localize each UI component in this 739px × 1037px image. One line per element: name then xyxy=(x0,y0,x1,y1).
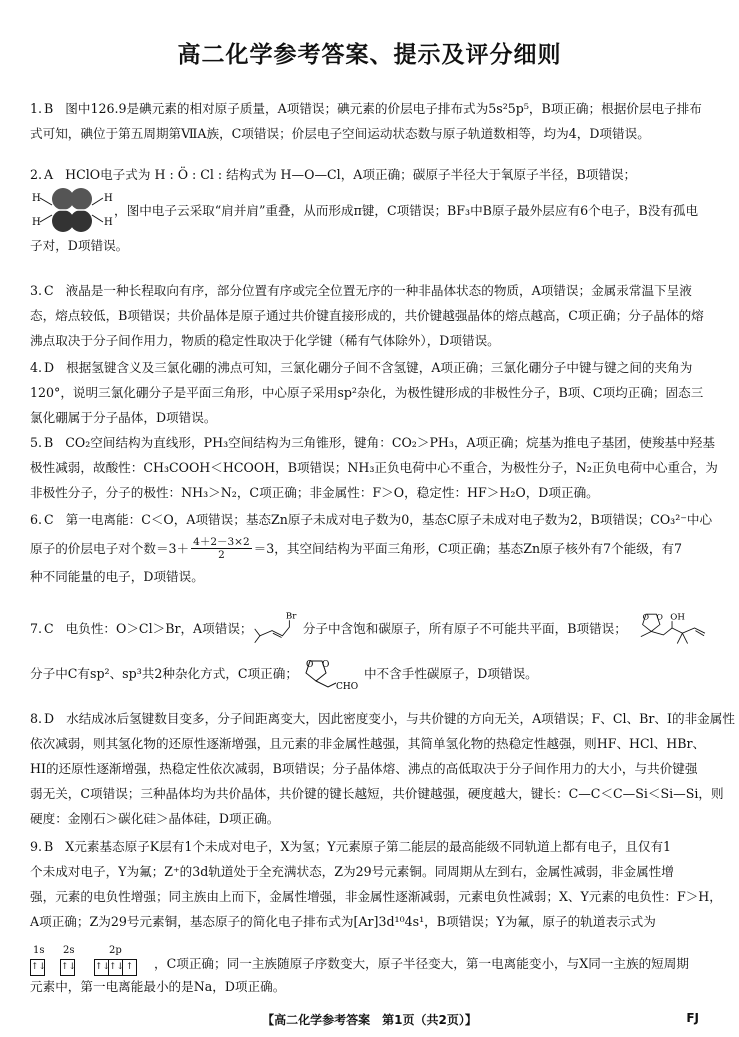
item-text: 式可知，碘位于第五周期第ⅦA族，C项错误；价层电子空间运动状态数与原子轨道数相等，均为4，D项错误。 xyxy=(30,126,650,141)
item-text: 液晶是一种长程取向有序，部分位置有序或完全位置无序的一种非晶体状态的物质，A项错误；金属汞常温下呈液 xyxy=(65,283,692,298)
item-answer: A xyxy=(44,167,54,182)
item-text: CO₂空间结构为直线形，PH₃空间结构为三角锥形，键角：CO₂＞PH₃，A项正确；烷基为推电子基团，使羧基中羟基 xyxy=(65,435,715,450)
pi-bond-orbital-diagram xyxy=(30,187,114,233)
item-answer: C xyxy=(44,283,54,298)
item-text: 电负性：O＞Cl＞Br，A项错误； xyxy=(65,620,253,636)
answer-item-9 xyxy=(30,834,722,999)
item-text: 强，元素的电负性增强；同主族由上而下，金属性增强，非金属性逐渐减弱，元素电负性减弱；X、Y元素的电负性：F＞H， xyxy=(30,889,722,904)
item-number: 1. xyxy=(30,101,43,116)
item-text: 极性减弱，故酸性：CH₃COOH＜HCOOH，B项错误；NH₃正负电荷中心不重合，为极性分子，N₂正负电荷中心重合，为 xyxy=(30,460,718,475)
h-label: H xyxy=(32,217,41,228)
item-answer: D xyxy=(44,360,55,375)
answer-item-7 xyxy=(30,606,710,696)
item-text: 第一电离能：C＜O，A项错误；基态Zn原子未成对电子数为0，基态C原子未成对电子数为2，B项错误；CO₃²⁻中心 xyxy=(65,512,713,527)
item-number: 7. xyxy=(30,620,43,636)
cho-label: CHO xyxy=(335,682,359,692)
item-text: 子对，D项错误。 xyxy=(30,238,129,253)
fraction xyxy=(191,536,252,561)
item-text: 图中126.9是碘元素的相对原子质量，A项错误；碘元素的价层电子排布式为5s²5p⁵，B项正确；根据价层电子排布 xyxy=(65,101,702,116)
item-answer: D xyxy=(44,711,55,726)
bromo-alkene-structure xyxy=(253,607,303,649)
item-number: 9. xyxy=(30,839,43,854)
item-text: 态，熔点较低，B项错误；共价晶体是原子通过共价键直接形成的，共价键越强晶体的熔点越高，C项正确；分子晶体的熔 xyxy=(30,308,704,323)
item-text: 个未成对电子，Y为氟；Z⁺的3d轨道处于全充满状态，Z为29号元素铜。同周期从左到右，金属性减弱，非金属性增 xyxy=(30,864,674,879)
item-number: 3. xyxy=(30,283,43,298)
item-text: 120°，说明三氯化硼分子是平面三角形，中心原子采用sp²杂化，为极性键形成的非极性分子，B项、C项均正确；固态三 xyxy=(30,385,704,400)
item-text: ，C项正确；同一主族随原子序数变大，原子半径变大，第一电离能变小，与X同一主族的短周期 xyxy=(154,956,689,971)
item-text: 水结成冰后氢键数目变多，分子间距离变大，因此密度变小，与共价键的方向无关，A项错误；F、Cl、Br、I的非金属性 xyxy=(66,711,735,726)
orbital-box-1s: ↑↓ xyxy=(30,959,45,976)
orbital-box-2s: ↑↓ xyxy=(60,959,75,976)
orbital-label-2p: 2p xyxy=(109,945,122,956)
orbital-label-2s: 2s xyxy=(63,945,75,956)
item-number: 2. xyxy=(30,167,43,182)
page-title: 高二化学参考答案、提示及评分细则 xyxy=(177,42,562,68)
item-text: A项正确；Z为29号元素铜，基态原子的简化电子排布式为[Ar]3d¹⁰4s¹，B项错误；Y为氟，原子的轨道表示式为 xyxy=(30,914,656,929)
item-text: 分子中C有sp²、sp³共2种杂化方式，C项正确； xyxy=(30,665,298,681)
item-text: 氯化硼属于分子晶体，D项错误。 xyxy=(30,410,217,425)
orbital-label-1s: 1s xyxy=(33,945,45,956)
item-text: 种不同能量的电子，D项错误。 xyxy=(30,569,204,584)
p-orbital-lobe xyxy=(70,188,92,210)
fraction-numerator: 4＋2－3×2 xyxy=(193,535,250,548)
dioxolane-aldehyde-structure xyxy=(298,653,364,693)
answer-item-5 xyxy=(30,430,718,505)
answer-item-6 xyxy=(30,507,713,589)
answer-item-8 xyxy=(30,706,735,831)
item-text: 原子的价层电子对个数＝3＋ xyxy=(30,540,190,556)
item-text: 依次减弱，则其氢化物的还原性逐渐增强，且元素的非金属性越强，其简单氢化物的热稳定性越强，则HF、HCl、HBr、 xyxy=(30,736,706,751)
orbital-box-2p: ↑ xyxy=(122,959,137,976)
item-answer: C xyxy=(44,620,54,636)
item-number: 4. xyxy=(30,360,43,375)
dioxolane-alcohol-structure xyxy=(627,606,710,650)
h-label: H xyxy=(104,217,113,228)
item-text: HClO电子式为 H : Ö : Cl : 结构式为 H—O—Cl，A项正确；碳原子半径大于氧原子半径，B项错误； xyxy=(65,167,637,182)
o-label: O xyxy=(642,612,649,622)
item-answer: C xyxy=(44,512,54,527)
footer-code: FJ xyxy=(686,1011,699,1025)
item-answer: B xyxy=(44,435,54,450)
item-answer: B xyxy=(44,839,54,854)
answer-item-3 xyxy=(30,278,710,353)
br-label: Br xyxy=(285,611,296,622)
p-orbital-lobe xyxy=(70,210,92,232)
item-text: 中不含手性碳原子，D项错误。 xyxy=(363,665,538,681)
orbital-box-2p: ↑↓ xyxy=(108,959,123,976)
item-text: X元素基态原子K层有1个未成对电子，X为氢；Y元素原子第二能层的最高能级不同轨道上都有电子，且仅有1 xyxy=(65,839,672,854)
item-answer: B xyxy=(44,101,54,116)
item-text: HI的还原性逐渐增强，热稳定性依次减弱，B项错误；分子晶体熔、沸点的高低取决于分子间作用力的大小，与共价键强 xyxy=(30,761,698,776)
item-text: 根据氢键含义及三氯化硼的沸点可知，三氯化硼分子间不含氢键，A项正确；三氯化硼分子中键与键之间的夹角为 xyxy=(66,360,693,375)
page-footer: 【高二化学参考答案 第1页（共2页）】 xyxy=(262,1013,477,1027)
orbital-box-2p: ↑↓ xyxy=(94,959,109,976)
o-label: O xyxy=(656,612,663,622)
item-number: 6. xyxy=(30,512,43,527)
answer-item-4 xyxy=(30,355,710,430)
item-number: 8. xyxy=(30,711,43,726)
item-number: 5. xyxy=(30,435,43,450)
item-text: 元素中，第一电离能最小的是Na，D项正确。 xyxy=(30,979,286,994)
item-text: ，图中电子云采取“肩并肩”重叠，从而形成π键，C项错误；BF₃中B原子最外层应有6个电子，B没有孤电 xyxy=(114,202,699,218)
answer-item-1 xyxy=(30,96,710,146)
o-label: O xyxy=(305,660,314,670)
item-text: ＝3，其空间结构为平面三角形，C项正确；基态Zn原子核外有7个能级，有7 xyxy=(253,540,683,556)
item-text: 非极性分子，分子的极性：NH₃＞N₂，C项正确；非金属性：F＞O，稳定性：HF＞H₂O，D项正确。 xyxy=(30,485,599,500)
orbital-diagram xyxy=(30,938,154,974)
fraction-denominator: 2 xyxy=(218,548,225,561)
item-text: 弱无关，C项错误；三种晶体均为共价晶体，共价键的键长越短，共价键越强，硬度越大，键长：C—C＜C—Si＜Si—Si，则 xyxy=(30,786,724,801)
h-label: H xyxy=(104,193,113,204)
h-label: H xyxy=(32,193,41,204)
o-label: O xyxy=(321,660,330,670)
answer-item-2 xyxy=(30,162,710,258)
item-text: 分子中含饱和碳原子，所有原子不可能共平面，B项错误； xyxy=(302,620,627,636)
oh-label: OH xyxy=(670,612,685,623)
item-text: 沸点取决于分子间作用力，物质的稳定性取决于化学键（稀有气体除外），D项错误。 xyxy=(30,333,500,348)
item-text: 硬度：金刚石＞碳化硅＞晶体硅，D项正确。 xyxy=(30,811,280,826)
